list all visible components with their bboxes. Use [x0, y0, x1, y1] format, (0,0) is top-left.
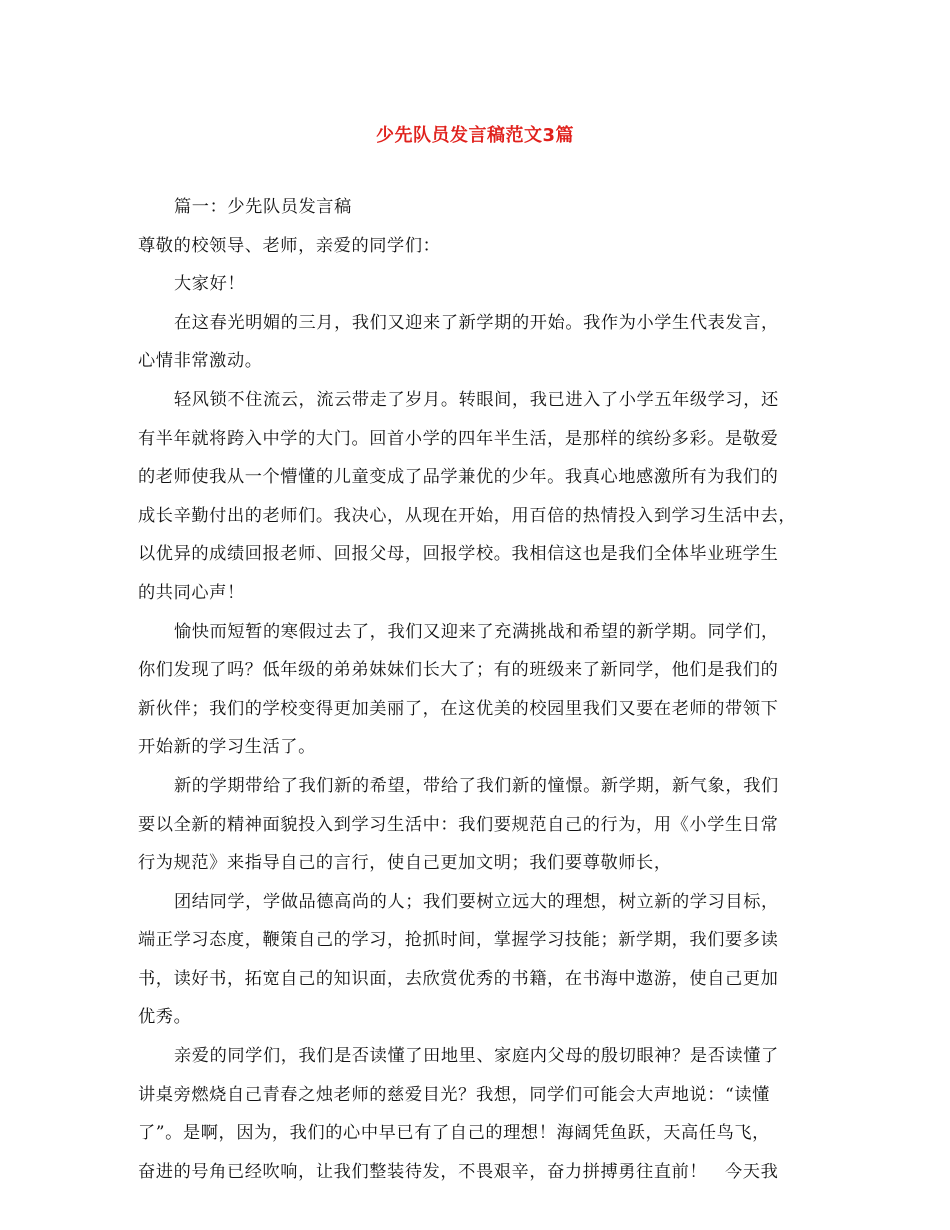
document-title: 少先队员发言稿范文3篇 [375, 125, 575, 146]
paragraph-line: 讲桌旁燃烧自己青春之烛老师的慈爱目光？我想，同学们可能会大声地说：“读懂 [138, 1084, 770, 1105]
paragraph-line: 优秀。 [138, 1007, 192, 1028]
paragraph-line: 有半年就将跨入中学的大门。回首小学的四年半生活，是那样的缤纷多彩。是敬爱 [138, 428, 779, 449]
paragraph-line: 在这春光明媚的三月，我们又迎来了新学期的开始。我作为小学生代表发言， [174, 312, 779, 333]
section-heading: 篇一：少先队员发言稿 [174, 197, 352, 217]
paragraph-line: 成长辛勤付出的老师们。我决心，从现在开始，用百倍的热情投入到学习生活中去， [138, 505, 797, 526]
paragraph-line: 端正学习态度，鞭策自己的学习，抢抓时间，掌握学习技能；新学期，我们要多读 [138, 930, 779, 951]
salutation: 尊敬的校领导、老师，亲爱的同学们： [138, 235, 441, 256]
paragraph-line: 了”。是啊，因为，我们的心中早已有了自己的理想！海阔凭鱼跃，天高任鸟飞， [138, 1123, 770, 1144]
paragraph-line: 的共同心声！ [138, 582, 245, 603]
paragraph-line: 的老师使我从一个懵懂的儿童变成了品学兼优的少年。我真心地感激所有为我们的 [138, 467, 779, 488]
paragraph-line: 书，读好书，拓宽自己的知识面，去欣赏优秀的书籍，在书海中遨游，使自己更加 [138, 968, 779, 989]
paragraph-line: 奋进的号角已经吹响，让我们整装待发，不畏艰辛，奋力拼搏勇往直前！ 今天我 [138, 1161, 779, 1182]
document-body [138, 188, 818, 1191]
paragraph-line: 新伙伴；我们的学校变得更加美丽了，在这优美的校园里我们又要在老师的带领下 [138, 698, 779, 719]
paragraph-line: 轻风锁不住流云，流云带走了岁月。转眼间，我已进入了小学五年级学习，还 [174, 389, 779, 410]
paragraph-line: 亲爱的同学们，我们是否读懂了田地里、家庭内父母的殷切眼神？是否读懂了 [174, 1046, 779, 1067]
paragraph-line: 团结同学，学做品德高尚的人；我们要树立远大的理想，树立新的学习目标， [174, 891, 779, 912]
paragraph-line: 行为规范》来指导自己的言行，使自己更加文明；我们要尊敬师长， [138, 853, 672, 874]
paragraph-line: 开始新的学习生活了。 [138, 737, 316, 758]
paragraph-line: 以优异的成绩回报老师、回报父母，回报学校。我相信这也是我们全体毕业班学生 [138, 544, 779, 565]
paragraph-line: 心情非常激动。 [138, 351, 263, 372]
paragraph-line: 新的学期带给了我们新的希望，带给了我们新的憧憬。新学期，新气象，我们 [174, 775, 779, 796]
paragraph-line: 你们发现了吗？低年级的弟弟妹妹们长大了；有的班级来了新同学，他们是我们的 [138, 660, 779, 681]
paragraph-line: 愉快而短暂的寒假过去了，我们又迎来了充满挑战和希望的新学期。同学们， [174, 621, 779, 642]
paragraph-line: 要以全新的精神面貌投入到学习生活中：我们要规范自己的行为，用《小学生日常 [138, 814, 779, 835]
greeting: 大家好！ [174, 274, 246, 295]
